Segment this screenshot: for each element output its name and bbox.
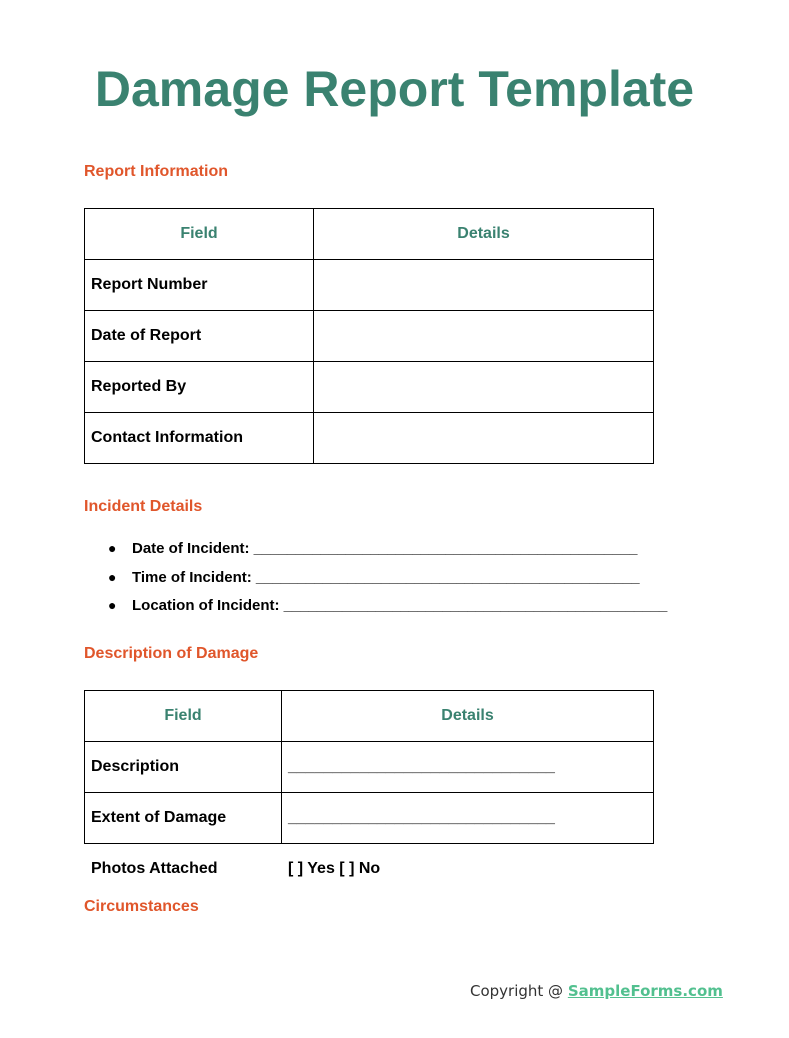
date-of-incident-line[interactable]: Date of Incident: ______________________________________________ — [132, 540, 638, 557]
column-header-field: Field — [85, 691, 282, 742]
report-information-table — [84, 208, 654, 464]
table-row — [85, 311, 654, 362]
reported-by-details[interactable] — [314, 362, 654, 413]
column-header-details: Details — [314, 209, 654, 260]
report-information-heading: Report Information — [84, 163, 228, 180]
column-header-field: Field — [85, 209, 314, 260]
bullet-icon: ● — [108, 568, 117, 585]
page-title: Damage Report Template — [94, 61, 695, 117]
list-item — [108, 540, 667, 569]
table-row — [85, 362, 654, 413]
brand-link[interactable]: SampleForms.com — [567, 982, 723, 1000]
copyright-text: Copyright @ — [470, 982, 568, 1000]
photos-attached-options[interactable]: [ ] Yes [ ] No — [288, 860, 381, 877]
incident-details-heading: Incident Details — [84, 498, 203, 515]
description-details[interactable]: ______________________________ — [282, 742, 654, 793]
list-item — [108, 569, 667, 598]
table-row — [85, 413, 654, 464]
footer-copyright — [470, 982, 723, 1000]
date-of-report-details[interactable] — [314, 311, 654, 362]
date-of-report-label: Date of Report — [85, 311, 314, 362]
bullet-icon: ● — [108, 597, 117, 613]
time-of-incident-line[interactable]: Time of Incident: ______________________________________________ — [132, 568, 640, 586]
contact-information-label: Contact Information — [85, 413, 314, 464]
table-header-row — [85, 209, 654, 260]
description-of-damage-heading: Description of Damage — [84, 645, 259, 662]
photos-attached-label: Photos Attached — [91, 860, 218, 877]
description-label: Description — [85, 742, 282, 793]
table-row — [85, 260, 654, 311]
report-number-label: Report Number — [85, 260, 314, 311]
extent-of-damage-details[interactable]: ______________________________ — [282, 793, 654, 844]
description-of-damage-table — [84, 690, 654, 844]
contact-information-details[interactable] — [314, 413, 654, 464]
circumstances-heading: Circumstances — [84, 898, 199, 915]
column-header-details: Details — [282, 691, 654, 742]
table-row — [85, 793, 654, 844]
report-number-details[interactable] — [314, 260, 654, 311]
extent-of-damage-label: Extent of Damage — [85, 793, 282, 844]
reported-by-label: Reported By — [85, 362, 314, 413]
table-row — [85, 742, 654, 793]
incident-details-list — [108, 540, 667, 626]
table-header-row — [85, 691, 654, 742]
location-of-incident-line[interactable]: Location of Incident: ______________________________________________ — [132, 597, 668, 614]
bullet-icon: ● — [108, 540, 117, 556]
list-item — [108, 597, 667, 626]
